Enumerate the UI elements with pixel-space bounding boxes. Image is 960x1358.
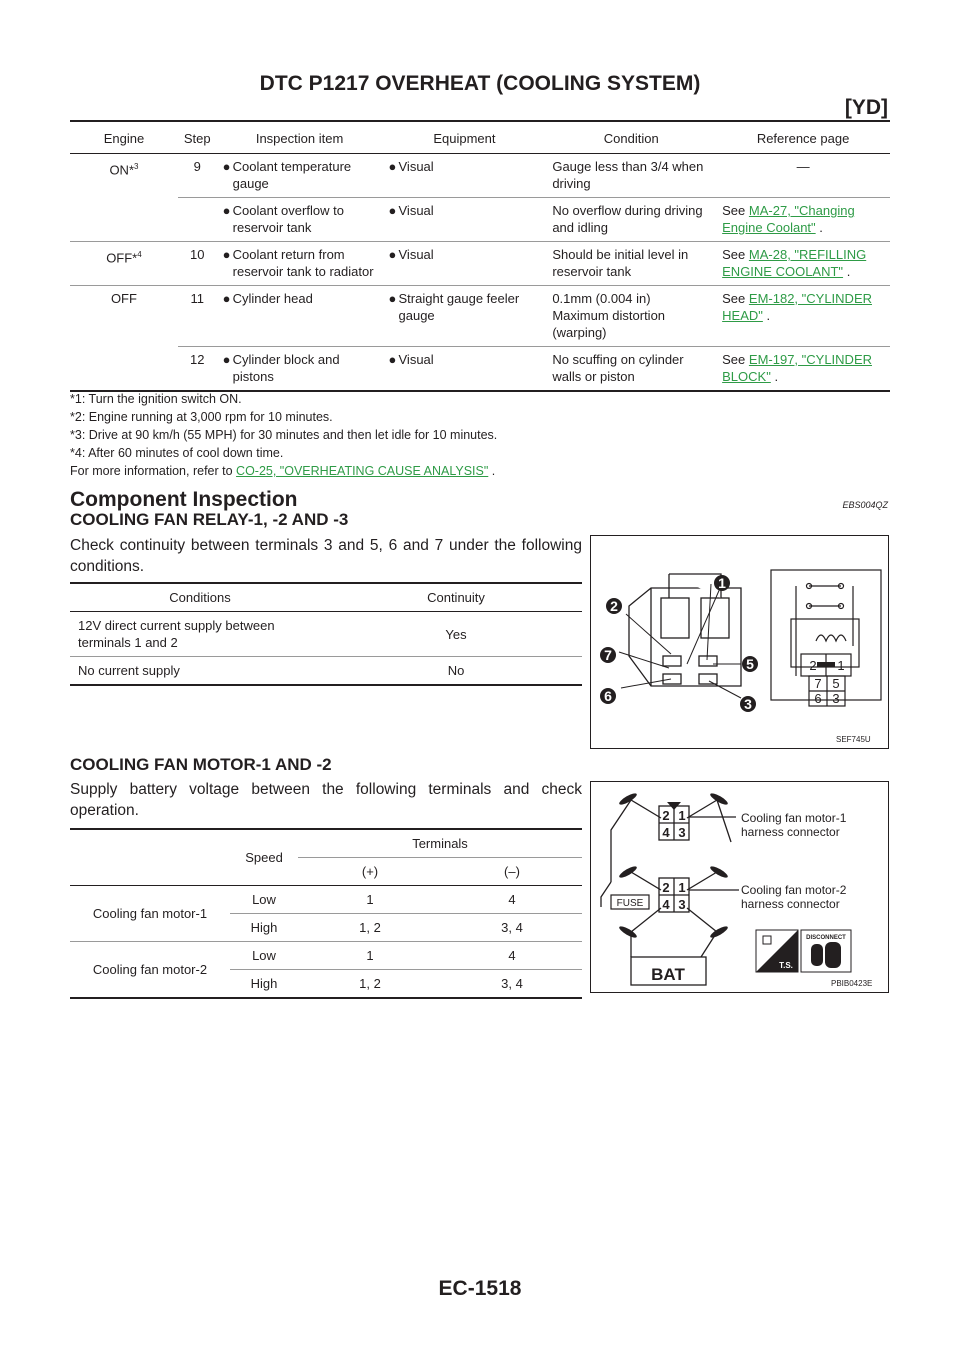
- inspection-table: [70, 124, 890, 392]
- pin-4: 4: [662, 825, 670, 840]
- reference-cell: See MA-28, "REFILLING ENGINE COOLANT" .: [716, 242, 890, 286]
- ts-label: T.S.: [779, 961, 793, 970]
- reference-link[interactable]: EM-197, "CYLINDER BLOCK": [722, 352, 872, 384]
- motor-cell: Cooling fan motor-2: [70, 942, 230, 999]
- table-row: [70, 154, 890, 198]
- fuse-label: FUSE: [616, 898, 644, 909]
- relay-table-header: [70, 583, 582, 612]
- table-row: [70, 657, 582, 686]
- motor-illustration: [591, 782, 888, 992]
- item-cell: ● Coolant temperature gauge: [217, 154, 383, 198]
- callout-7: 7: [604, 647, 612, 663]
- figure-code: SEF745U: [836, 735, 871, 744]
- bullet-icon: ●: [388, 159, 397, 174]
- inspection-table-header: [70, 124, 890, 154]
- page-number: EC-1518: [438, 1277, 522, 1300]
- figure-code: PBIB0423E: [831, 979, 873, 988]
- speed-cell: High: [230, 914, 298, 942]
- col-plus: (+): [298, 858, 442, 886]
- bullet-icon: ●: [388, 203, 397, 218]
- bullet-icon: ●: [222, 247, 231, 262]
- table-row: [70, 286, 890, 347]
- bullet-icon: ●: [222, 352, 231, 367]
- battery-label: BAT: [651, 965, 685, 984]
- table-row: [70, 242, 890, 286]
- more-info-link[interactable]: CO-25, "OVERHEATING CAUSE ANALYSIS": [236, 464, 489, 478]
- motor-terminals-table: [70, 828, 582, 999]
- bullet-icon: ●: [388, 247, 397, 262]
- plus-cell: 1: [298, 942, 442, 970]
- condition-cell: No current supply: [70, 657, 330, 686]
- relay-illustration: [591, 536, 888, 748]
- bullet-icon: ●: [222, 291, 231, 306]
- motor-table-header: [70, 829, 582, 858]
- motor-text: Supply battery voltage between the following terminals and check operation.: [70, 781, 582, 819]
- bullet-icon: ●: [222, 159, 231, 174]
- callout-2: 2: [610, 598, 618, 614]
- footnotes: [70, 390, 497, 480]
- plus-cell: 1: [298, 886, 442, 914]
- terminal-3: 3: [832, 691, 840, 706]
- relay-continuity-table: [70, 582, 582, 686]
- item-cell: ● Cylinder head: [217, 286, 383, 347]
- equipment-cell: ● Visual: [383, 347, 547, 392]
- header-rule: [70, 120, 890, 122]
- footnote: *2: Engine running at 3,000 rpm for 10 minutes.: [70, 410, 333, 424]
- minus-cell: 3, 4: [442, 914, 582, 942]
- step-cell: 9: [178, 154, 217, 198]
- condition-cell: No scuffing on cylinder walls or piston: [546, 347, 716, 392]
- col-item: Inspection item: [217, 124, 383, 154]
- page-title: DTC P1217 OVERHEAT (COOLING SYSTEM): [259, 72, 701, 95]
- terminal-5: 5: [832, 676, 840, 691]
- speed-cell: Low: [230, 942, 298, 970]
- callout-5: 5: [746, 656, 754, 672]
- col-conditions: Conditions: [70, 583, 330, 612]
- plus-cell: 1, 2: [298, 914, 442, 942]
- step-cell: 12: [178, 347, 217, 392]
- pin-2: 2: [662, 808, 670, 823]
- minus-cell: 3, 4: [442, 970, 582, 999]
- section-code: EBS004QZ: [842, 500, 888, 510]
- footnote: *3: Drive at 90 km/h (55 MPH) for 30 minutes and then let idle for 10 minutes.: [70, 428, 498, 442]
- table-row: [70, 942, 582, 970]
- pin-3: 3: [678, 825, 686, 840]
- engine-cell: OFF*$^4$: [70, 242, 178, 286]
- table-row: [70, 886, 582, 914]
- col-speed: Speed: [230, 829, 298, 886]
- col-step: Step: [178, 124, 217, 154]
- motor-cell: Cooling fan motor-1: [70, 886, 230, 942]
- table-row: [70, 198, 890, 242]
- reference-cell: See MA-27, "Changing Engine Coolant" .: [716, 198, 890, 242]
- item-cell: ● Cylinder block and pistons: [217, 347, 383, 392]
- connector-2-label: Cooling fan motor-2: [741, 883, 847, 897]
- engine-cell: ON*$^3$: [109, 162, 139, 178]
- callout-6: 6: [604, 688, 612, 704]
- condition-cell: Should be initial level in reservoir tank: [546, 242, 716, 286]
- reference-cell: —: [716, 154, 890, 198]
- col-terminals: Terminals: [298, 829, 582, 858]
- pin-3: 3: [678, 897, 686, 912]
- col-continuity: Continuity: [330, 583, 582, 612]
- component-inspection-heading: Component Inspection: [70, 488, 298, 511]
- step-cell: [178, 198, 217, 242]
- col-engine: Engine: [70, 124, 178, 154]
- bullet-icon: ●: [222, 203, 231, 218]
- minus-cell: 4: [442, 942, 582, 970]
- reference-link[interactable]: MA-27, "Changing Engine Coolant": [722, 203, 855, 235]
- connector-1-sublabel: harness connector: [741, 825, 840, 839]
- step-cell: 10: [178, 242, 217, 286]
- connector-2-sublabel: harness connector: [741, 897, 840, 911]
- reference-cell: See EM-182, "CYLINDER HEAD" .: [716, 286, 890, 347]
- terminal-6: 6: [814, 691, 822, 706]
- pin-2: 2: [662, 880, 670, 895]
- relay-text: Check continuity between terminals 3 and 5, 6 and 7 under the following conditions.: [70, 537, 582, 575]
- pin-4: 4: [662, 897, 670, 912]
- relay-heading: COOLING FAN RELAY-1, -2 AND -3: [70, 510, 349, 529]
- condition-cell: Gauge less than 3/4 when driving: [546, 154, 716, 198]
- pin-1: 1: [678, 808, 686, 823]
- bullet-icon: ●: [388, 352, 397, 367]
- continuity-cell: Yes: [330, 612, 582, 657]
- condition-cell: 12V direct current supply between terminals 1 and 2: [70, 612, 330, 657]
- equipment-cell: ● Visual: [383, 198, 547, 242]
- bullet-icon: ●: [388, 291, 397, 306]
- pin-1: 1: [678, 880, 686, 895]
- terminal-1: 1: [837, 658, 845, 673]
- callout-1: 1: [718, 575, 726, 591]
- item-cell: ● Coolant return from reservoir tank to radiator: [217, 242, 383, 286]
- col-reference: Reference page: [716, 124, 890, 154]
- reference-cell: See EM-197, "CYLINDER BLOCK" .: [716, 347, 890, 392]
- equipment-cell: ● Visual: [383, 242, 547, 286]
- col-condition: Condition: [546, 124, 716, 154]
- col-minus: (–): [442, 858, 582, 886]
- section-tag: [YD]: [844, 96, 888, 119]
- motor-heading: COOLING FAN MOTOR-1 AND -2: [70, 755, 332, 774]
- engine-cell: [70, 347, 178, 392]
- minus-cell: 4: [442, 886, 582, 914]
- motor-figure: [590, 781, 889, 993]
- connector-1-label: Cooling fan motor-1: [741, 811, 847, 825]
- callout-3: 3: [744, 696, 752, 712]
- equipment-cell: ● Visual: [383, 154, 547, 198]
- engine-cell: [70, 198, 178, 242]
- condition-cell: 0.1mm (0.004 in) Maximum distortion (warping): [546, 286, 716, 347]
- reference-link[interactable]: EM-182, "CYLINDER HEAD": [722, 291, 872, 323]
- relay-figure: [590, 535, 889, 749]
- engine-cell: OFF: [110, 291, 137, 306]
- more-info: For more information, refer to CO-25, "OVERHEATING CAUSE ANALYSIS" .: [70, 464, 496, 478]
- equipment-cell: ● Straight gauge feeler gauge: [383, 286, 547, 347]
- step-cell: 11: [178, 286, 217, 347]
- plus-cell: 1, 2: [298, 970, 442, 999]
- terminal-7: 7: [814, 676, 822, 691]
- terminal-2: 2: [809, 658, 817, 673]
- item-cell: ● Coolant overflow to reservoir tank: [217, 198, 383, 242]
- speed-cell: High: [230, 970, 298, 999]
- table-row: [70, 347, 890, 392]
- footnote: *4: After 60 minutes of cool down time.: [70, 446, 284, 460]
- condition-cell: No overflow during driving and idling: [546, 198, 716, 242]
- header-blank: [70, 829, 230, 886]
- footnote: *1: Turn the ignition switch ON.: [70, 392, 242, 406]
- col-equipment: Equipment: [383, 124, 547, 154]
- table-row: [70, 612, 582, 657]
- disconnect-label: DISCONNECT: [806, 935, 846, 941]
- continuity-cell: No: [330, 657, 582, 686]
- reference-link[interactable]: MA-28, "REFILLING ENGINE COOLANT": [722, 247, 867, 279]
- speed-cell: Low: [230, 886, 298, 914]
